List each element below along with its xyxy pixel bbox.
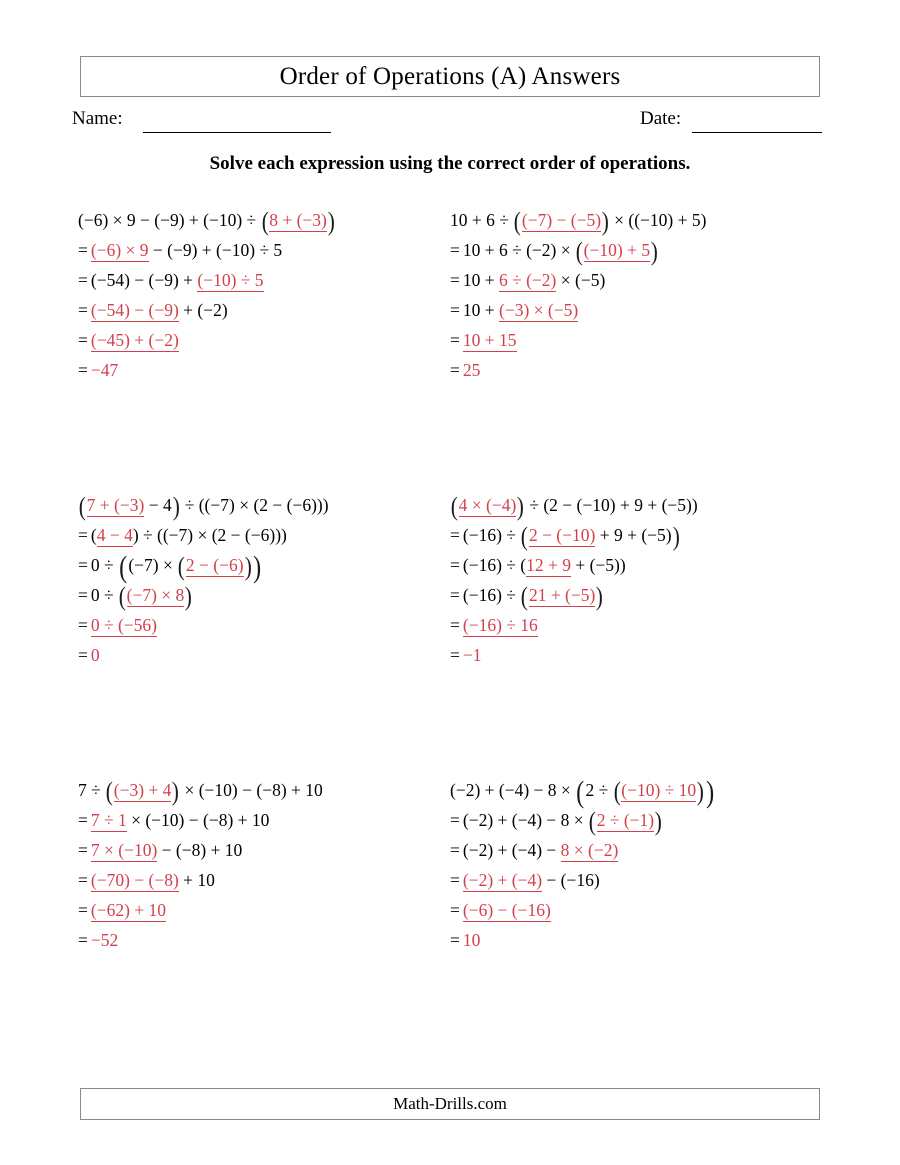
problem-3-line-2: = (4 − 4) ÷ ((−7) × (2 − (−6))) — [78, 525, 287, 545]
problem-3-line-3: = 0 ÷ ((−7) × (2 − (−6))) — [78, 549, 262, 584]
problem-1-line-4: = (−54) − (−9) + (−2) — [78, 300, 228, 320]
problem-3-answer: = 0 — [78, 645, 100, 665]
problem-1-line-5: = (−45) + (−2) — [78, 330, 179, 350]
problem-5-line-5: = (−62) + 10 — [78, 900, 167, 920]
problem-5-answer: = −52 — [78, 930, 119, 950]
problem-5-line-4: = (−70) − (−8) + 10 — [78, 870, 215, 890]
problem-4-line-5: = (−16) ÷ 16 — [450, 615, 538, 635]
date-label: Date: — [640, 108, 682, 129]
problem-4 — [450, 490, 900, 775]
date-input-line[interactable] — [692, 132, 822, 133]
problem-2-solution — [450, 205, 900, 385]
problem-4-line-4: = (−16) ÷ (21 + (−5)) — [450, 582, 604, 611]
problem-6-solution — [450, 775, 900, 955]
problem-6-answer: = 10 — [450, 930, 481, 950]
problem-row-3 — [0, 775, 900, 1005]
title-box — [80, 56, 820, 97]
problem-5-line-2: = 7 ÷ 1 × (−10) − (−8) + 10 — [78, 810, 270, 830]
problem-4-line-3: = (−16) ÷ (12 + 9 + (−5)) — [450, 555, 626, 575]
problem-3-line-1: (7 + (−3) − 4) ÷ ((−7) × (2 − (−6))) — [78, 492, 329, 521]
problem-1-solution — [78, 205, 450, 385]
name-date-row — [0, 108, 900, 136]
problem-1-line-3: = (−54) − (−9) + (−10) ÷ 5 — [78, 270, 264, 290]
footer-box — [80, 1088, 820, 1120]
problem-5-solution — [78, 775, 450, 955]
problem-6 — [450, 775, 900, 1005]
problem-5 — [0, 775, 450, 1005]
problem-2-line-1: 10 + 6 ÷ ((−7) − (−5)) × ((−10) + 5) — [450, 207, 707, 236]
page-title: Order of Operations (A) Answers — [279, 62, 621, 90]
problem-5-line-3: = 7 × (−10) − (−8) + 10 — [78, 840, 243, 860]
problem-2-line-3: = 10 + 6 ÷ (−2) × (−5) — [450, 270, 606, 290]
problem-2-line-5: = 10 + 15 — [450, 330, 517, 350]
name-label: Name: — [72, 108, 123, 129]
problem-4-line-1: (4 × (−4)) ÷ (2 − (−10) + 9 + (−5)) — [450, 492, 698, 521]
problem-2-line-4: = 10 + (−3) × (−5) — [450, 300, 579, 320]
problem-6-line-5: = (−6) − (−16) — [450, 900, 551, 920]
instructions-text: Solve each expression using the correct order of operations. — [209, 153, 691, 174]
problem-6-line-4: = (−2) + (−4) − (−16) — [450, 870, 600, 890]
problem-3 — [0, 490, 450, 775]
problem-row-2 — [0, 490, 900, 775]
problem-5-line-1: 7 ÷ ((−3) + 4) × (−10) − (−8) + 10 — [78, 777, 323, 806]
problem-3-solution — [78, 490, 450, 670]
problem-3-line-4: = 0 ÷ ((−7) × 8) — [78, 582, 193, 611]
problem-3-line-5: = 0 ÷ (−56) — [78, 615, 158, 635]
footer-site-name: Math-Drills.com — [393, 1094, 507, 1113]
problem-1-answer: = −47 — [78, 360, 119, 380]
problem-6-line-3: = (−2) + (−4) − 8 × (−2) — [450, 840, 619, 860]
problem-2-answer: = 25 — [450, 360, 481, 380]
problem-4-solution — [450, 490, 900, 670]
problem-6-line-2: = (−2) + (−4) − 8 × (2 ÷ (−1)) — [450, 807, 663, 836]
problem-1 — [0, 205, 450, 490]
problem-1-line-1: (−6) × 9 − (−9) + (−10) ÷ (8 + (−3)) — [78, 207, 335, 236]
problem-1-line-2: = (−6) × 9 − (−9) + (−10) ÷ 5 — [78, 240, 283, 260]
name-input-line[interactable] — [143, 132, 331, 133]
problem-2-line-2: = 10 + 6 ÷ (−2) × ((−10) + 5) — [450, 237, 658, 266]
problem-grid — [0, 205, 900, 1005]
problem-4-line-2: = (−16) ÷ (2 − (−10) + 9 + (−5)) — [450, 522, 680, 551]
problem-4-answer: = −1 — [450, 645, 482, 665]
problem-2 — [450, 205, 900, 490]
problem-6-line-1: (−2) + (−4) − 8 × (2 ÷ ((−10) ÷ 10)) — [450, 774, 715, 809]
problem-row-1 — [0, 205, 900, 490]
